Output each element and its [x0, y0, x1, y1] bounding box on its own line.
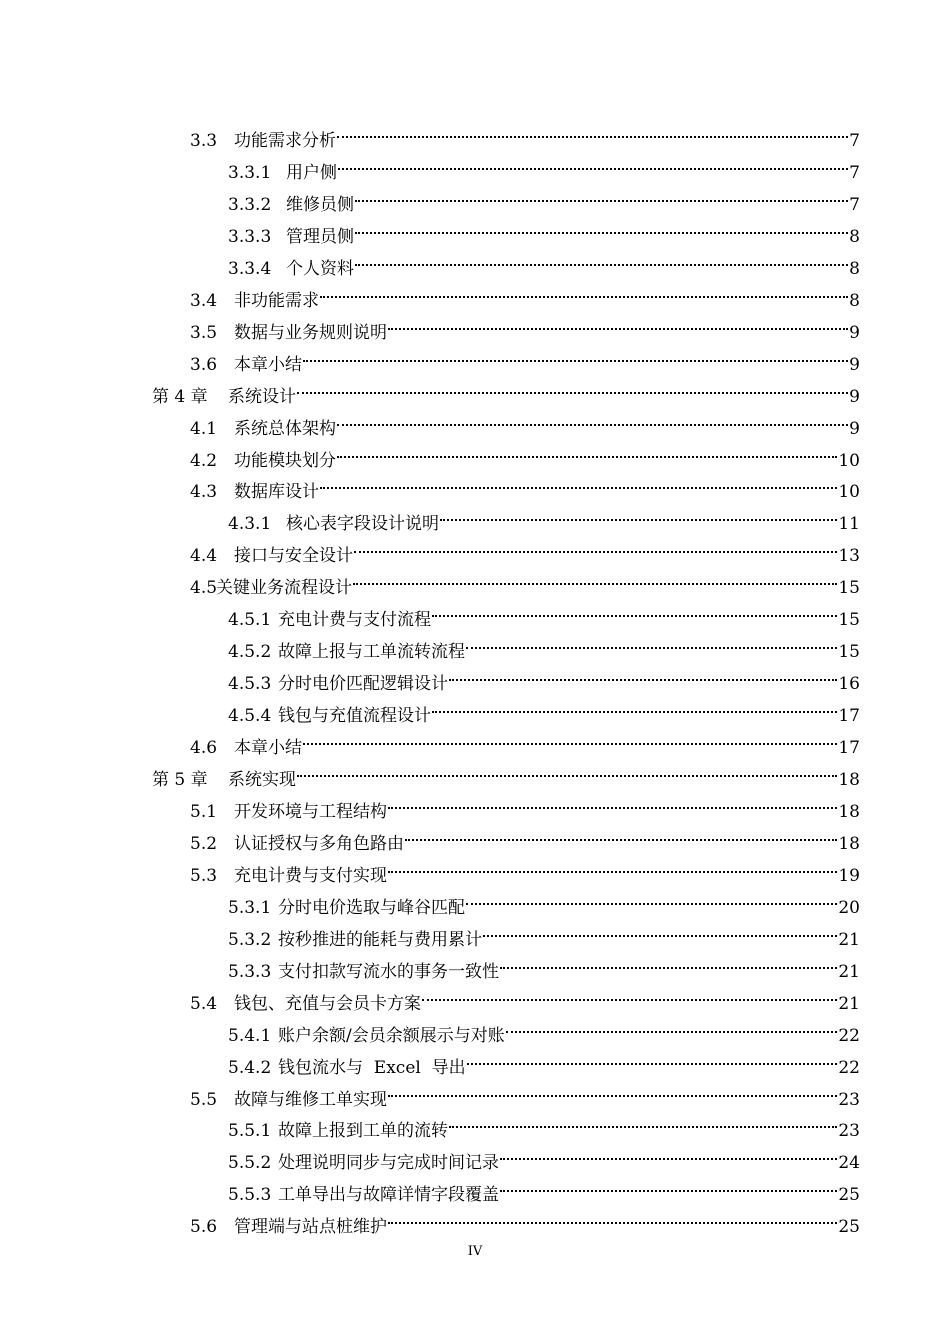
- toc-entry-page: 19: [838, 865, 860, 886]
- toc-entry-number: 5.3.2: [228, 929, 272, 950]
- toc-entry[interactable]: [190, 434, 860, 471]
- toc-entry[interactable]: [190, 977, 860, 1014]
- toc-entry-title: 数据库设计: [234, 482, 319, 503]
- toc-dot-leader: [297, 753, 837, 785]
- toc-entry-number: 5.3.1: [228, 897, 272, 918]
- toc-dot-leader: [432, 593, 837, 625]
- toc-entry-page: 17: [838, 706, 860, 727]
- toc-entry-page: 16: [838, 674, 860, 695]
- toc-entry-number: 3.3.2: [228, 194, 272, 215]
- toc-entry-page: 21: [838, 993, 860, 1014]
- toc-dot-leader: [388, 849, 837, 881]
- toc-entry-page: 9: [849, 386, 860, 407]
- toc-entry[interactable]: [228, 1136, 860, 1174]
- toc-entry-page: 15: [838, 642, 860, 663]
- toc-entry[interactable]: [228, 881, 860, 918]
- toc-entry-title: 系统设计: [228, 386, 296, 407]
- toc-entry-page: 25: [838, 1185, 860, 1206]
- toc-entry-page: 8: [849, 226, 860, 247]
- toc-entry-number: 4.5.3: [228, 674, 272, 695]
- toc-entry-number: 5.4.2: [228, 1057, 272, 1078]
- toc-entry[interactable]: [228, 1041, 860, 1078]
- toc-entry-page: 21: [838, 961, 860, 982]
- toc-entry-number: 5.5: [190, 1089, 218, 1110]
- toc-entry-number: 3.5: [190, 322, 218, 343]
- toc-entry-page: 15: [838, 610, 860, 631]
- toc-entry[interactable]: [190, 561, 860, 599]
- toc-entry-number: 4.5.2: [228, 642, 272, 663]
- toc-entry[interactable]: [228, 1009, 860, 1046]
- toc-entry-number: 5.4.1: [228, 1025, 272, 1046]
- toc-entry-title: 接口与安全设计: [234, 546, 353, 567]
- toc-entry-page: 11: [838, 514, 860, 535]
- toc-entry[interactable]: [190, 529, 860, 567]
- toc-dot-leader: [500, 1136, 837, 1168]
- toc-entry-number: 3.3.1: [228, 162, 272, 183]
- toc-dot-leader: [297, 370, 848, 402]
- toc-entry-page: 7: [849, 162, 860, 183]
- toc-dot-leader: [303, 338, 848, 370]
- toc-entry-title: 钱包流水与 Excel 导出: [278, 1057, 466, 1078]
- toc-entry-title: 故障与维修工单实现: [234, 1089, 387, 1110]
- toc-entry-page: 9: [849, 354, 860, 375]
- toc-dot-leader: [483, 913, 837, 945]
- toc-entry-title: 处理说明同步与完成时间记录: [278, 1153, 499, 1174]
- toc-entry-title: 故障上报到工单的流转: [278, 1121, 448, 1142]
- toc-entry[interactable]: [228, 210, 860, 247]
- toc-entry-page: 17: [838, 738, 860, 759]
- toc-entry-number: 4.3.1: [228, 514, 272, 535]
- toc-entry-title: 钱包与充值流程设计: [278, 706, 431, 727]
- toc-chapter-entry[interactable]: [152, 370, 860, 407]
- toc-dot-leader: [355, 210, 848, 242]
- toc-entry-number: 4.1: [190, 418, 218, 439]
- toc-entry-number: 第 4 章: [152, 386, 208, 407]
- toc-entry[interactable]: [190, 274, 860, 311]
- toc-dot-leader: [440, 497, 837, 529]
- toc-entry-title: 关键业务流程设计: [216, 578, 352, 599]
- toc-entry-title: 核心表字段设计说明: [286, 514, 439, 535]
- toc-dot-leader: [466, 625, 837, 657]
- toc-entry[interactable]: [190, 114, 860, 151]
- toc-entry-page: 9: [849, 418, 860, 439]
- toc-dot-leader: [320, 274, 848, 306]
- toc-entry-page: 10: [838, 450, 860, 471]
- toc-entry[interactable]: [190, 721, 860, 759]
- toc-entry-page: 22: [838, 1057, 860, 1078]
- toc-entry-number: 5.5.3: [228, 1185, 272, 1206]
- toc-entry-number: 4.5.1: [228, 610, 272, 631]
- toc-entry[interactable]: [190, 817, 860, 854]
- toc-entry-title: 用户侧: [286, 162, 337, 183]
- toc-dot-leader: [449, 1104, 837, 1136]
- toc-dot-leader: [506, 1009, 838, 1041]
- toc-entry[interactable]: [190, 338, 860, 375]
- toc-entry-title: 开发环境与工程结构: [234, 801, 387, 822]
- toc-entry-page: 23: [838, 1089, 860, 1110]
- toc-dot-leader: [355, 178, 848, 210]
- toc-entry-title: 分时电价匹配逻辑设计: [278, 674, 448, 695]
- toc-entry[interactable]: [190, 1200, 860, 1238]
- toc-dot-leader: [388, 785, 837, 817]
- toc-entry[interactable]: [228, 945, 860, 982]
- toc-dot-leader: [432, 689, 837, 721]
- toc-entry-number: 4.5: [190, 578, 218, 599]
- toc-entry[interactable]: [228, 689, 860, 727]
- toc-entry-number: 5.5.2: [228, 1153, 272, 1174]
- toc-dot-leader: [337, 114, 848, 146]
- toc-entry[interactable]: [228, 146, 860, 183]
- toc-entry-page: 7: [849, 194, 860, 215]
- toc-entry-title: 管理端与站点桩维护: [234, 1217, 387, 1238]
- toc-entry-title: 管理员侧: [286, 226, 354, 247]
- toc-dot-leader: [337, 434, 837, 466]
- toc-dot-leader: [500, 1168, 837, 1200]
- toc-entry-page: 9: [849, 322, 860, 343]
- toc-entry-number: 5.6: [190, 1217, 218, 1238]
- toc-dot-leader: [422, 977, 837, 1009]
- toc-entry-page: 15: [838, 578, 860, 599]
- toc-entry-title: 认证授权与多角色路由: [234, 833, 404, 854]
- toc-entry[interactable]: [228, 593, 860, 631]
- toc-entry-number: 4.6: [190, 738, 218, 759]
- toc-entry-number: 5.2: [190, 833, 218, 854]
- toc-entry-title: 账户余额/会员余额展示与对账: [278, 1025, 505, 1046]
- toc-dot-leader: [405, 817, 837, 849]
- toc-entry[interactable]: [190, 849, 860, 886]
- toc-entry-number: 3.6: [190, 354, 218, 375]
- toc-entry-title: 支付扣款写流水的事务一致性: [278, 961, 499, 982]
- toc-entry[interactable]: [228, 625, 860, 663]
- toc-entry-title: 数据与业务规则说明: [234, 322, 387, 343]
- toc-entry-page: 20: [838, 897, 860, 918]
- toc-entry-number: 5.4: [190, 993, 218, 1014]
- toc-entry[interactable]: [228, 178, 860, 215]
- toc-entry-title: 充电计费与支付实现: [234, 865, 387, 886]
- toc-entry-number: 4.5.4: [228, 706, 272, 727]
- toc-entry[interactable]: [228, 1104, 860, 1142]
- toc-entry[interactable]: [190, 465, 860, 503]
- toc-dot-leader: [388, 1073, 837, 1105]
- toc-entry-page: 25: [838, 1217, 860, 1238]
- toc-entry-number: 5.5.1: [228, 1121, 272, 1142]
- toc-dot-leader: [355, 242, 848, 274]
- toc-dot-leader: [337, 402, 848, 434]
- toc-entry-number: 4.2: [190, 450, 218, 471]
- toc-entry-page: 18: [838, 801, 860, 822]
- toc-dot-leader: [388, 1200, 837, 1232]
- toc-dot-leader: [388, 306, 848, 338]
- toc-entry-number: 5.1: [190, 801, 218, 822]
- toc-entry-number: 3.4: [190, 290, 218, 311]
- toc-entry-page: 13: [838, 546, 860, 567]
- toc-entry[interactable]: [190, 785, 860, 822]
- toc-entry-title: 本章小结: [234, 738, 302, 759]
- toc-dot-leader: [449, 657, 837, 689]
- toc-entry-number: 5.3.3: [228, 961, 272, 982]
- toc-entry-title: 本章小结: [234, 354, 302, 375]
- toc-dot-leader: [320, 465, 837, 497]
- page-number: IV: [467, 1244, 483, 1259]
- toc-dot-leader: [466, 881, 837, 913]
- toc-entry-title: 系统总体架构: [234, 418, 336, 439]
- toc-entry-title: 按秒推进的能耗与费用累计: [278, 929, 482, 950]
- toc-entry[interactable]: [228, 497, 860, 535]
- toc-entry-title: 分时电价选取与峰谷匹配: [278, 897, 465, 918]
- toc-entry-number: 4.3: [190, 482, 218, 503]
- toc-entry-page: 18: [838, 770, 860, 790]
- toc-entry-title: 充电计费与支付流程: [278, 610, 431, 631]
- toc-dot-leader: [467, 1041, 838, 1073]
- toc-entry-number: 3.3.4: [228, 258, 272, 279]
- toc-entry-page: 22: [838, 1025, 860, 1046]
- toc-entry[interactable]: [228, 913, 860, 950]
- toc-entry-page: 8: [849, 290, 860, 311]
- toc-entry-title: 个人资料: [286, 258, 354, 279]
- toc-entry-title: 工单导出与故障详情字段覆盖: [278, 1185, 499, 1206]
- toc-entry-page: 8: [849, 258, 860, 279]
- toc-entry-page: 21: [838, 929, 860, 950]
- toc-entry-number: 3.3.3: [228, 226, 272, 247]
- toc-entry[interactable]: [190, 402, 860, 439]
- toc-dot-leader: [303, 721, 837, 753]
- toc-entry[interactable]: [228, 242, 860, 279]
- toc-entry-number: 5.3: [190, 865, 218, 886]
- toc-entry-page: 24: [838, 1153, 860, 1174]
- toc-entry-title: 系统实现: [228, 770, 296, 790]
- toc-dot-leader: [353, 561, 837, 593]
- toc-entry-title: 故障上报与工单流转流程: [278, 642, 465, 663]
- toc-entry-page: 18: [838, 833, 860, 854]
- toc-entry-title: 功能模块划分: [234, 450, 336, 471]
- toc-entry-page: 23: [838, 1121, 860, 1142]
- toc-dot-leader: [500, 945, 837, 977]
- toc-dot-leader: [354, 529, 837, 561]
- toc-entry-title: 功能需求分析: [234, 131, 336, 151]
- toc-entry-title: 维修员侧: [286, 194, 354, 215]
- toc-entry-number: 第 5 章: [152, 770, 208, 790]
- toc-entry-title: 非功能需求: [234, 290, 319, 311]
- toc-entry-page: 10: [838, 482, 860, 503]
- toc-entry[interactable]: [228, 1168, 860, 1206]
- toc-entry-number: 3.3: [190, 131, 218, 151]
- toc-entry[interactable]: [228, 657, 860, 695]
- toc-entry[interactable]: [190, 306, 860, 343]
- toc-chapter-entry[interactable]: [152, 753, 860, 790]
- toc-entry-number: 4.4: [190, 546, 218, 567]
- toc-entry-title: 钱包、充值与会员卡方案: [234, 993, 421, 1014]
- toc-entry-page: 7: [849, 131, 860, 151]
- toc-dot-leader: [338, 146, 848, 178]
- toc-entry[interactable]: [190, 1073, 860, 1110]
